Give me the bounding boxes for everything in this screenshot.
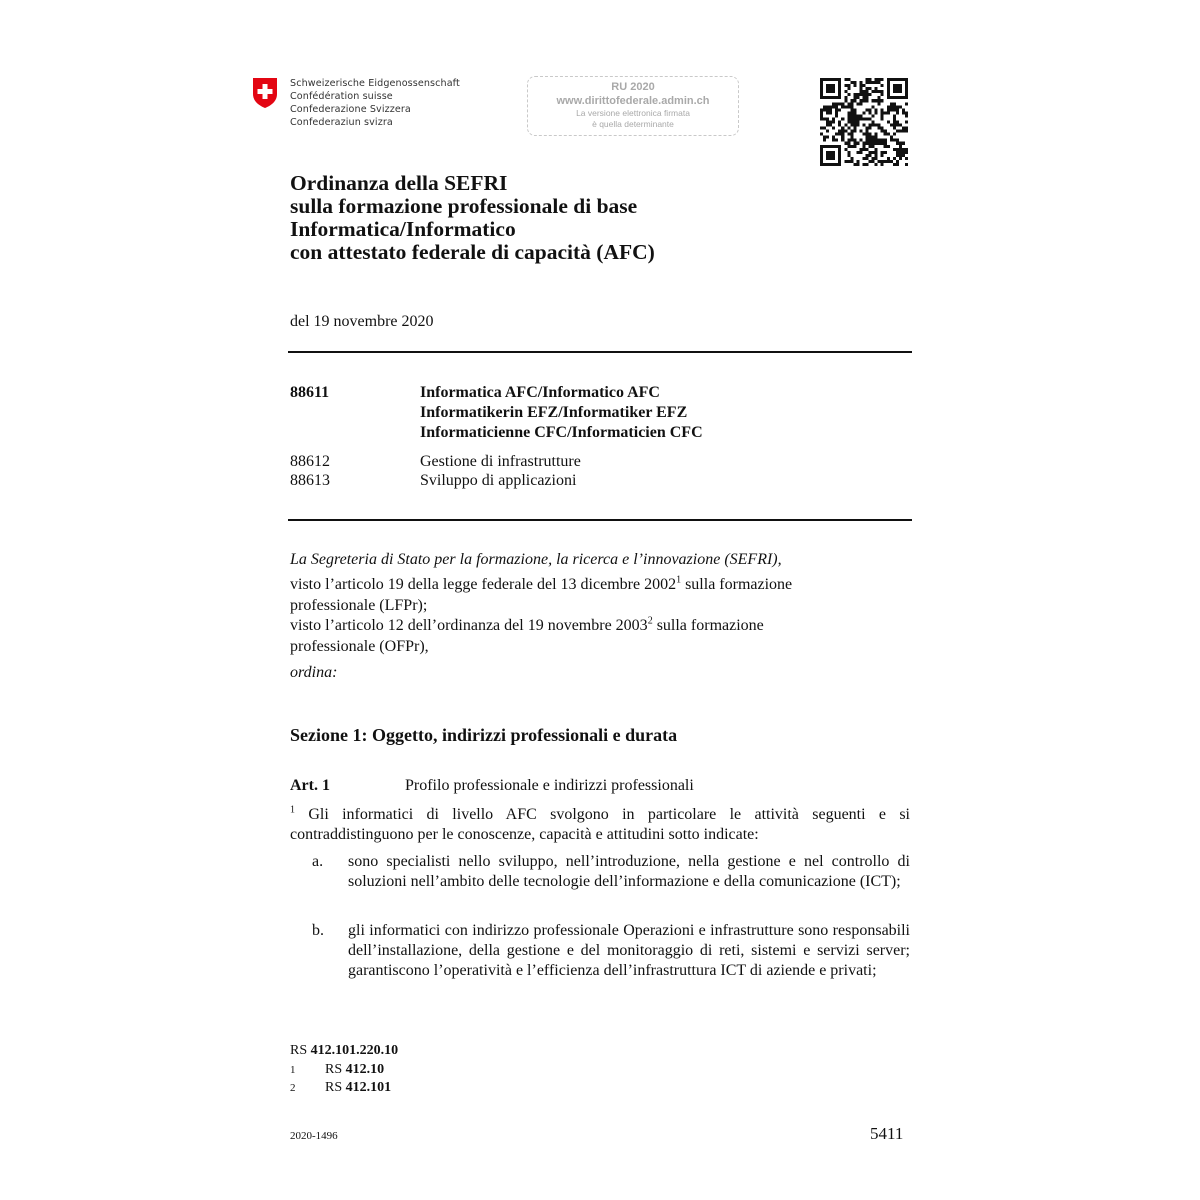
footnote: [290, 1062, 384, 1078]
title-line: con attestato federale di capacità (AFC): [290, 240, 655, 264]
list-item: [312, 921, 910, 981]
code-number: 88612: [290, 453, 330, 470]
code-name: Sviluppo di applicazioni: [420, 472, 577, 489]
list-item-label: a.: [312, 853, 324, 870]
code-name: Informaticienne CFC/Informaticien CFC: [420, 424, 703, 441]
confederation-names: [290, 77, 460, 129]
code-row: [290, 423, 703, 443]
qr-code-icon: [820, 78, 908, 166]
list-item-label: b.: [312, 922, 324, 939]
stamp-url: www.dirittofederale.admin.ch: [556, 95, 710, 107]
article-heading: [290, 777, 694, 795]
footnote-ref: 412.10: [345, 1062, 385, 1077]
stamp-line: RU 2020: [611, 81, 655, 93]
code-row: [290, 452, 581, 472]
title-line: sulla formazione professionale di base: [290, 194, 638, 218]
code-number: 88613: [290, 472, 330, 489]
rs-reference: [290, 1043, 398, 1059]
code-row: [290, 383, 660, 403]
preamble-visto-2: [290, 616, 912, 657]
divider: [288, 519, 912, 521]
code-number: 88611: [290, 384, 330, 401]
article-number: Art. 1: [290, 777, 330, 794]
issuer-line: La Segreteria di Stato per la formazione, la ricerca e l’innovazione (SEFRI),: [290, 551, 782, 568]
preamble-visto-1: [290, 575, 912, 616]
swiss-cross-shield-icon: [252, 77, 278, 109]
stamp-line: La versione elettronica firmata: [576, 108, 690, 118]
document-title: [290, 172, 655, 264]
article-title: Profilo professionale e indirizzi professionali: [405, 777, 694, 794]
ordina-line: ordina:: [290, 664, 338, 681]
preamble-text: professionale (OFPr),: [290, 637, 429, 655]
section-title: Sezione 1: Oggetto, indirizzi professionali e durata: [290, 725, 678, 745]
confederation-line: Confédération suisse: [290, 91, 393, 102]
footnote-ref: 1: [676, 574, 682, 586]
footnote-number: 1: [290, 1064, 296, 1076]
preamble-text: sulla formazione: [681, 576, 793, 593]
confederation-line: Schweizerische Eidgenossenschaft: [290, 78, 460, 89]
rs-prefix: RS: [290, 1043, 311, 1058]
confederation-line: Confederazione Svizzera: [290, 104, 411, 115]
code-name: Informatikerin EFZ/Informatiker EFZ: [420, 404, 688, 421]
document-date: del 19 novembre 2020: [290, 313, 434, 330]
code-name: Informatica AFC/Informatico AFC: [420, 384, 660, 401]
code-row: [290, 471, 576, 491]
rs-number: 412.101.220.10: [310, 1043, 399, 1058]
preamble-text: visto l’articolo 19 della legge federale del 13 dicembre 2002: [290, 576, 677, 593]
title-line: Informatica/Informatico: [290, 217, 516, 241]
paragraph-number: 1: [290, 804, 295, 816]
preamble-text: sulla formazione: [652, 617, 764, 634]
confederation-line: Confederaziun svizra: [290, 117, 393, 128]
footnote-number: 2: [290, 1082, 296, 1094]
code-row: [290, 403, 687, 423]
ru-stamp: [527, 76, 739, 136]
list-item-text: sono specialisti nello sviluppo, nell’introduzione, nella gestione e nel controllo di soluzioni nell’ambito delle tecnologie dell’informazione e della comunicazione (ICT);: [348, 853, 910, 890]
footnote-prefix: RS: [325, 1062, 346, 1077]
code-name: Gestione di infrastrutture: [420, 453, 581, 470]
preamble-text: professionale (LFPr);: [290, 596, 428, 614]
page-number: 5411: [870, 1124, 904, 1143]
article-paragraph: [290, 805, 910, 845]
preamble-text: visto l’articolo 12 dell’ordinanza del 19 novembre 2003: [290, 617, 648, 634]
divider: [288, 351, 912, 353]
document-number: 2020-1496: [290, 1130, 338, 1142]
footnote-ref: 412.101: [345, 1080, 392, 1095]
title-line: Ordinanza della SEFRI: [290, 171, 508, 195]
list-item-text: gli informatici con indirizzo professionale Operazioni e infrastrutture sono responsabili dell’installazione, della gestione e del monitoraggio di reti, sistemi e servizi server; garantiscono l’operatività e l’efficienza dell’infrastruttura ICT di aziende e privati;: [348, 922, 910, 979]
paragraph-text: Gli informatici di livello AFC svolgono in particolare le attività seguenti e si contraddistinguono per le conoscenze, capacità e attitudini sotto indicate:: [290, 806, 910, 843]
list-item: [312, 852, 910, 892]
footnote-ref: 2: [647, 615, 653, 627]
stamp-line: è quella determinante: [592, 119, 674, 129]
footnote: [290, 1080, 391, 1096]
footnote-prefix: RS: [325, 1080, 346, 1095]
